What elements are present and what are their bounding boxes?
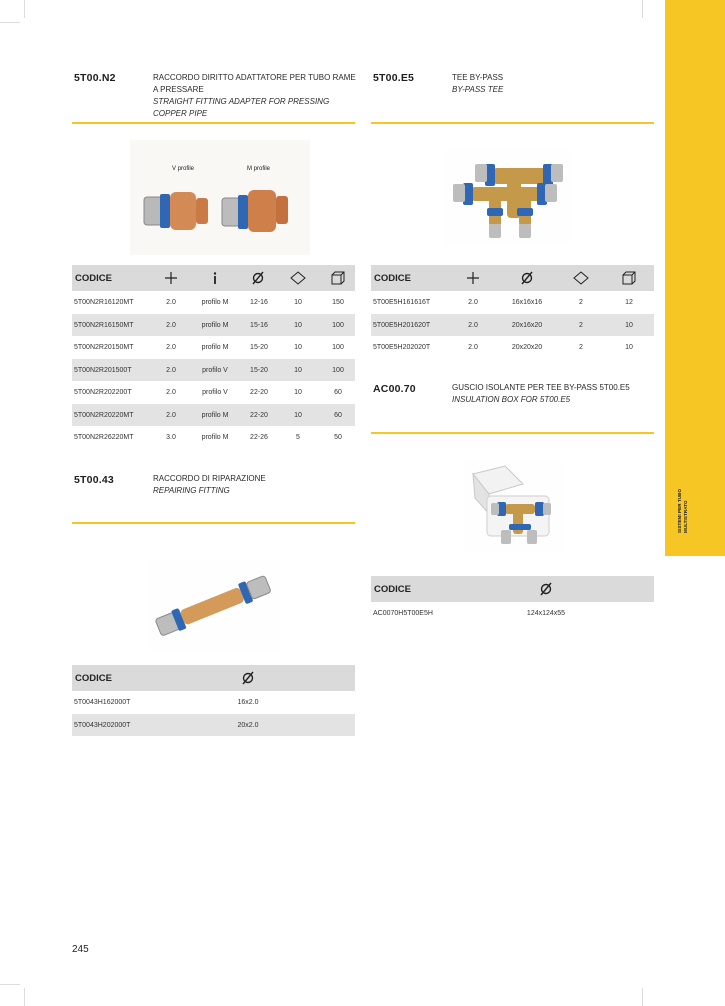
cell-codice: 5T0043H202000T xyxy=(74,721,131,729)
table-row xyxy=(72,291,355,314)
diameter-icon xyxy=(538,581,554,597)
table-row xyxy=(72,381,355,404)
cell-profile: profilo M xyxy=(201,344,229,351)
section-side-tab xyxy=(665,0,725,556)
cell-profile: profilo V xyxy=(202,389,228,396)
cell-diameter: 16x16x16 xyxy=(511,299,543,306)
cell-codice: 5T00E5H202020T xyxy=(373,344,431,351)
cell-pack: 10 xyxy=(294,299,302,306)
desc-it: GUSCIO ISOLANTE PER TEE BY-PASS 5T00.E5 xyxy=(452,383,630,392)
desc-en: REPAIRING FITTING xyxy=(153,486,230,495)
cell-codice: AC0070H5T00E5H xyxy=(373,610,433,617)
cell-codice: 5T00N2R20220MT xyxy=(74,411,134,419)
cell-codice: 5T00N2R16120MT xyxy=(74,299,134,306)
header-codice: CODICE xyxy=(374,273,411,284)
yellow-rule xyxy=(72,122,355,124)
cell-dimensions: 20x2.0 xyxy=(237,721,259,729)
desc-en: STRAIGHT FITTING ADAPTER FOR PRESSING COPPER PIPE xyxy=(153,97,330,118)
side-tab-label: SISTEMI PER TUBO MULTISTRATO xyxy=(677,488,688,533)
cell-dimensions: 124x124x55 xyxy=(526,610,566,617)
diamond-icon xyxy=(290,270,306,286)
cell-pack: 5 xyxy=(296,434,300,441)
product-photo-ac xyxy=(465,462,565,552)
cell-thickness: 2.0 xyxy=(166,299,176,306)
cell-thickness: 2.0 xyxy=(166,321,176,329)
crop-mark xyxy=(24,0,25,18)
cell-pack: 2 xyxy=(579,321,583,329)
product-photo-r43 xyxy=(150,560,280,650)
crop-mark xyxy=(0,22,20,23)
product-desc-r43 xyxy=(153,473,358,497)
table-row xyxy=(371,602,654,625)
header-codice: CODICE xyxy=(75,273,112,284)
cell-codice: 5T0043H162000T xyxy=(74,699,131,706)
cell-pack: 10 xyxy=(294,366,302,374)
cell-thickness: 2.0 xyxy=(468,321,478,329)
cell-thickness: 2.0 xyxy=(468,299,478,306)
yellow-rule xyxy=(371,122,654,124)
cross-icon xyxy=(465,270,481,286)
cell-codice: 5T00N2R26220MT xyxy=(74,434,134,441)
desc-en: INSULATION BOX FOR 5T00.E5 xyxy=(452,395,571,404)
cell-codice: 5T00N2R16150MT xyxy=(74,321,134,329)
cell-profile: profilo M xyxy=(201,321,229,329)
product-code-e5: 5T00.E5 xyxy=(373,72,415,84)
cross-icon xyxy=(163,270,179,286)
cell-diameter: 20x20x20 xyxy=(511,344,543,351)
diameter-icon xyxy=(240,670,256,686)
cell-thickness: 3.0 xyxy=(166,434,176,441)
cell-diameter: 22-20 xyxy=(250,411,268,419)
cell-box: 12 xyxy=(625,299,633,306)
table-e5 xyxy=(371,265,654,361)
diameter-icon xyxy=(250,270,266,286)
cell-pack: 2 xyxy=(579,299,583,306)
cell-thickness: 2.0 xyxy=(166,344,176,351)
cell-box: 60 xyxy=(334,411,342,419)
table-header xyxy=(72,665,355,691)
desc-it: RACCORDO DI RIPARAZIONE xyxy=(153,474,266,483)
table-row xyxy=(72,426,355,449)
table-row xyxy=(72,714,355,737)
desc-it: RACCORDO DIRITTO ADATTATORE PER TUBO RAME A PRESSARE xyxy=(153,73,356,94)
cell-codice: 5T00E5H161616T xyxy=(373,299,431,306)
product-photo-e5 xyxy=(445,150,570,245)
table-header xyxy=(72,265,355,291)
product-code-ac: AC00.70 xyxy=(373,383,416,395)
page-number: 245 xyxy=(72,944,89,955)
box-icon xyxy=(330,270,346,286)
cell-diameter: 15-20 xyxy=(250,344,268,351)
product-desc-e5 xyxy=(452,72,652,96)
product-code-n2: 5T00.N2 xyxy=(74,72,116,84)
table-row xyxy=(371,291,654,314)
cell-profile: profilo M xyxy=(201,411,229,419)
header-codice: CODICE xyxy=(75,673,112,684)
cell-dimensions: 16x2.0 xyxy=(237,699,259,706)
table-header xyxy=(371,576,654,602)
cell-pack: 10 xyxy=(294,411,302,419)
cell-box: 10 xyxy=(625,344,633,351)
cell-diameter: 12-16 xyxy=(250,299,268,306)
cell-box: 50 xyxy=(334,434,342,441)
photo-label-v: V profile xyxy=(172,166,195,172)
cell-diameter: 22-20 xyxy=(250,389,268,396)
cell-thickness: 2.0 xyxy=(166,389,176,396)
cell-pack: 10 xyxy=(294,344,302,351)
cell-diameter: 20x16x20 xyxy=(511,321,543,329)
desc-en: BY-PASS TEE xyxy=(452,85,504,94)
cell-box: 100 xyxy=(332,344,344,351)
table-row xyxy=(72,404,355,427)
product-desc-n2 xyxy=(153,72,358,120)
cell-pack: 10 xyxy=(294,321,302,329)
cell-pack: 10 xyxy=(294,389,302,396)
box-icon xyxy=(621,270,637,286)
cell-codice: 5T00E5H201620T xyxy=(373,321,431,329)
cell-codice: 5T00N2R201500T xyxy=(74,366,132,374)
cell-codice: 5T00N2R20150MT xyxy=(74,344,134,351)
table-header xyxy=(371,265,654,291)
cell-diameter: 22-26 xyxy=(250,434,268,441)
table-ac xyxy=(371,576,654,626)
product-code-r43: 5T00.43 xyxy=(74,474,114,486)
cell-thickness: 2.0 xyxy=(468,344,478,351)
table-n2 xyxy=(72,265,355,455)
table-row xyxy=(72,314,355,337)
cell-box: 100 xyxy=(332,321,344,329)
diameter-icon xyxy=(519,270,535,286)
crop-mark xyxy=(0,984,20,985)
desc-it: TEE BY-PASS xyxy=(452,73,504,82)
crop-mark xyxy=(24,988,25,1006)
product-photo-n2 xyxy=(130,140,310,255)
yellow-rule xyxy=(72,522,355,524)
table-row xyxy=(371,336,654,359)
crop-mark xyxy=(642,988,643,1006)
diamond-icon xyxy=(573,270,589,286)
header-codice: CODICE xyxy=(374,584,411,595)
cell-box: 150 xyxy=(332,299,344,306)
cell-box: 60 xyxy=(334,389,342,396)
table-row xyxy=(371,314,654,337)
table-row xyxy=(72,359,355,382)
cell-codice: 5T00N2R202200T xyxy=(74,389,132,396)
info-icon xyxy=(207,270,223,286)
cell-box: 100 xyxy=(332,366,344,374)
table-r43 xyxy=(72,665,355,738)
photo-label-m: M profile xyxy=(247,166,271,172)
cell-pack: 2 xyxy=(579,344,583,351)
table-row xyxy=(72,691,355,714)
cell-diameter: 15-16 xyxy=(250,321,268,329)
cell-box: 10 xyxy=(625,321,633,329)
yellow-rule xyxy=(371,432,654,434)
cell-thickness: 2.0 xyxy=(166,366,176,374)
cell-profile: profilo V xyxy=(202,366,228,374)
cell-profile: profilo M xyxy=(201,299,229,306)
cell-diameter: 15-20 xyxy=(250,366,268,374)
cell-thickness: 2.0 xyxy=(166,411,176,419)
table-row xyxy=(72,336,355,359)
cell-profile: profilo M xyxy=(201,434,229,441)
product-desc-ac xyxy=(452,382,652,406)
crop-mark xyxy=(642,0,643,18)
